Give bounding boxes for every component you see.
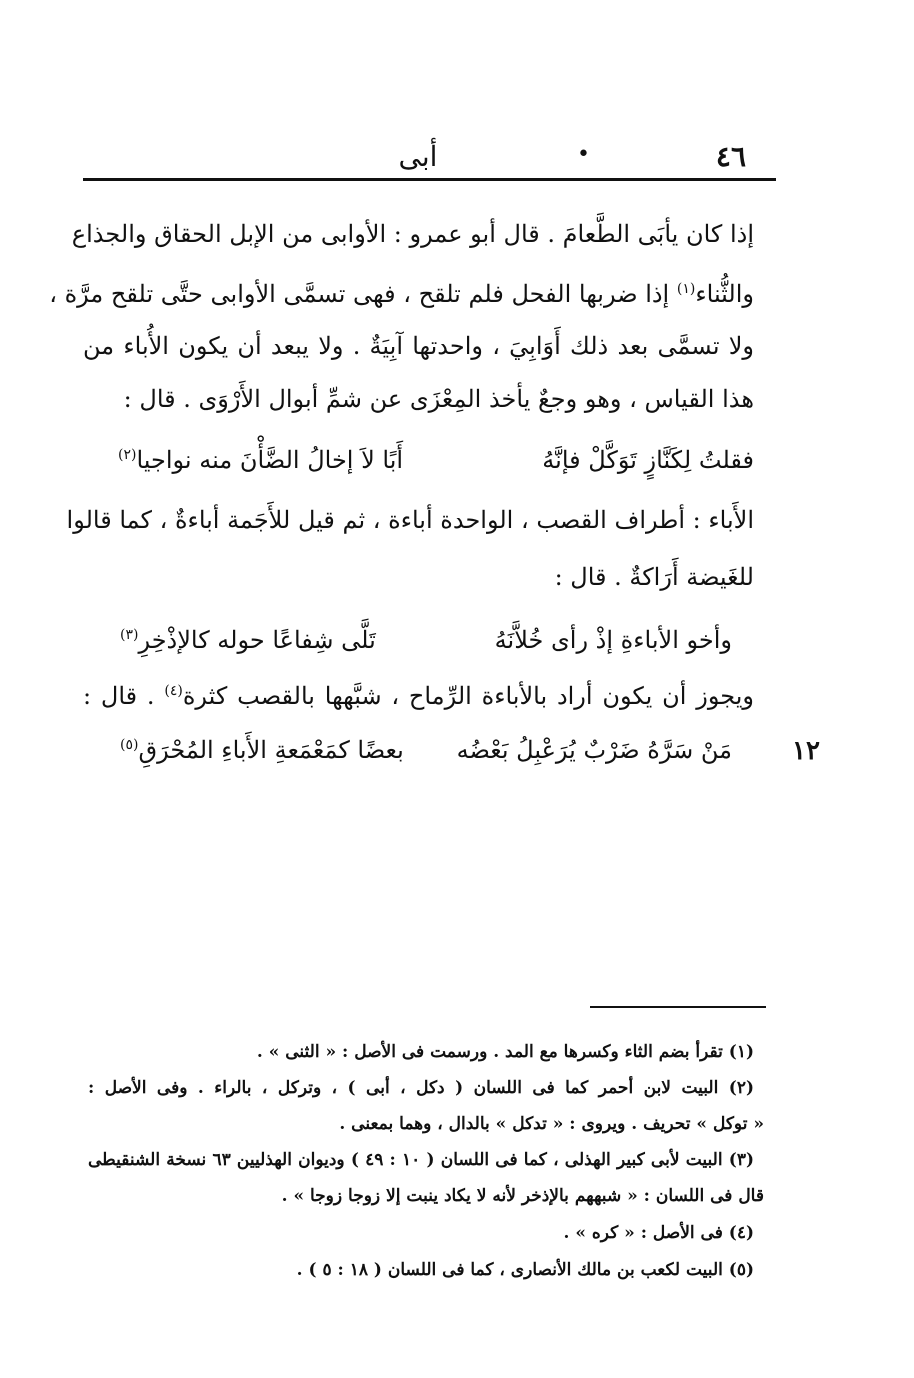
margin-line-number: ١٢ <box>792 736 820 766</box>
footnote-mark-5: (٥) <box>120 737 139 753</box>
verse-3-hemistich-1: مَنْ سَرَّهُ ضَرْبٌ يُرَعْبِلُ بَعْضُه <box>456 736 732 764</box>
footnote-2-line-2: « توكل » تحريف . ويروى : « تدكل » بالدال ، وهما بمعنى . <box>339 1114 764 1134</box>
body-line-1: إذا كان يأبَى الطَّعامَ . قال أبو عمرو : الأوابى من الإبل الحقاق والجذاع <box>71 220 754 248</box>
footnote-3-line-1: (٣) البيت لأبى كبير الهذلى ، كما فى اللسان ( ١٠ : ٤٩ ) وديوان الهذليين ٦٣ نسخة الشنقيطى <box>88 1150 754 1170</box>
footnote-3-line-2: قال فى اللسان : « شبههم بالإذخر لأنه لا يكاد ينبت إلا زوجا زوجا » . <box>281 1186 764 1206</box>
verse-2-hemistich-2 <box>120 628 376 652</box>
verse-3-hemistich-2 <box>120 738 404 762</box>
footnote-4: (٤) فى الأصل : « كره » . <box>563 1223 754 1243</box>
verse-3-hemistich-2-text: بعضًا كمَعْمَعةِ الأَباءِ المُحْرَقِ <box>138 736 404 764</box>
page-number: ٤٦ <box>715 140 746 173</box>
body-line-2 <box>49 280 754 308</box>
verse-1-hemistich-1: فقلتُ لِكَنَّازٍ تَوَكَّلْ فإنَّهُ <box>542 446 754 474</box>
footnote-mark-1: (١) <box>676 281 696 297</box>
verse-1-hemistich-2 <box>118 448 403 472</box>
running-head: أبى <box>398 140 438 173</box>
footnote-5: (٥) البيت لكعب بن مالك الأنصارى ، كما فى اللسان ( ١٨ : ٥ ) . <box>296 1260 754 1280</box>
body-line-4: هذا القياس ، وهو وجعٌ يأخذ المِعْزَى عن شمِّ أبوال الأَرْوَى . قال : <box>123 385 754 413</box>
footnote-mark-4: (٤) <box>164 683 183 699</box>
footnote-mark-2: (٢) <box>118 447 137 463</box>
verse-2-hemistich-1: وأخو الأباءةِ إذْ رأى خُلاَّنَهُ <box>494 626 732 654</box>
verse-2-hemistich-2-text: تَلَّى شِفاعًا حوله كالإذْخِرِ <box>138 626 376 654</box>
footnote-rule <box>590 1006 766 1008</box>
footnote-1: (١) تقرأ بضم الثاء وكسرها مع المد . ورسمت فى الأصل : « الثنى » . <box>256 1042 754 1062</box>
body-line-6: للغَيضة أَرَاكةٌ . قال : <box>554 563 754 591</box>
header-dot: • <box>577 142 590 167</box>
body-line-2-start: والثُّناء <box>695 280 754 308</box>
body-line-7-text: ويجوز أن يكون أراد بالأباءة الرِّماح ، شبَّهها بالقصب كثرة <box>182 682 754 710</box>
body-line-2-rest: إذا ضربها الفحل فلم تلقح ، فهى تسمَّى الأوابى حتَّى تلقح مرَّة ، <box>49 280 670 308</box>
footnote-mark-3: (٣) <box>120 627 139 643</box>
body-line-3: ولا تسمَّى بعد ذلك أَوَابِيَ ، واحدتها آبِيَةٌ . ولا يبعد أن يكون الأُباء من <box>83 332 754 360</box>
body-line-7 <box>83 684 754 708</box>
body-line-7-end: . قال : <box>83 682 155 710</box>
verse-1-hemistich-2-text: أَبًا لاَ إخالُ الضَّأْنَ منه نواجيا <box>136 446 404 474</box>
header-rule <box>83 178 776 181</box>
body-line-5: الأَباء : أطراف القصب ، الواحدة أباءة ، ثم قيل للأَجَمة أباءةٌ ، كما قالوا <box>66 506 754 534</box>
footnote-2-line-1: (٢) البيت لابن أحمر كما فى اللسان ( دكل ، أبى ) ، وتركل ، بالراء . وفى الأصل : <box>88 1078 754 1098</box>
